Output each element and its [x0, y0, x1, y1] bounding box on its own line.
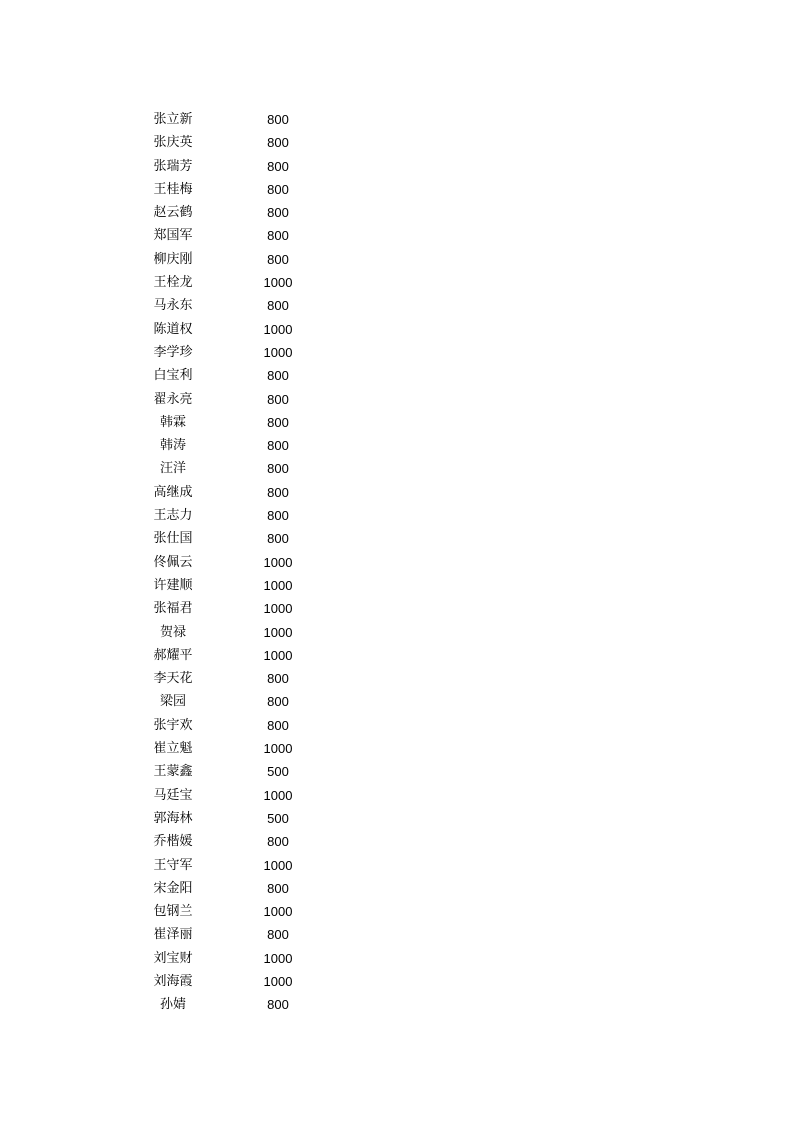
list-row [0, 644, 793, 667]
amount-value: 800 [267, 508, 289, 524]
person-name: 许建顺 [153, 577, 193, 593]
amount-value: 800 [267, 438, 289, 454]
amount-value: 800 [267, 927, 289, 943]
list-row [0, 224, 793, 247]
name-amount-list [0, 108, 793, 1017]
person-name: 郭海林 [153, 810, 193, 826]
person-name: 韩涛 [159, 438, 186, 454]
list-row [0, 690, 793, 713]
list-row [0, 947, 793, 970]
list-row [0, 411, 793, 434]
person-name: 孙婧 [159, 997, 186, 1013]
person-name: 宋金阳 [153, 880, 193, 896]
amount-value: 800 [267, 251, 289, 267]
list-row [0, 784, 793, 807]
list-row [0, 155, 793, 178]
amount-value: 500 [267, 764, 289, 780]
amount-value: 800 [267, 717, 289, 733]
person-name: 高继成 [153, 484, 193, 500]
amount-value: 1000 [263, 344, 293, 360]
person-name: 刘海霞 [153, 973, 193, 989]
person-name: 王志力 [153, 508, 193, 524]
list-row [0, 900, 793, 923]
list-row [0, 621, 793, 644]
person-name: 王桂梅 [153, 181, 193, 197]
amount-value: 800 [267, 834, 289, 850]
amount-value: 1000 [263, 577, 293, 593]
person-name: 张立新 [153, 112, 193, 127]
list-row [0, 830, 793, 853]
person-name: 张仕国 [153, 531, 193, 547]
person-name: 乔楷媛 [153, 834, 193, 850]
person-name: 张庆英 [153, 135, 193, 151]
amount-value: 1000 [263, 973, 293, 989]
list-row [0, 364, 793, 387]
list-row [0, 341, 793, 364]
person-name: 佟佩云 [153, 554, 193, 570]
person-name: 崔立魁 [153, 741, 193, 757]
amount-value: 1000 [263, 647, 293, 663]
amount-value: 800 [267, 484, 289, 500]
person-name: 李学珍 [153, 344, 193, 360]
person-name: 王蒙鑫 [153, 764, 193, 780]
amount-value: 800 [267, 158, 289, 174]
person-name: 郝耀平 [153, 647, 193, 663]
person-name: 陈道权 [153, 321, 193, 337]
amount-value: 800 [267, 461, 289, 477]
list-row [0, 597, 793, 620]
person-name: 崔泽丽 [153, 927, 193, 943]
person-name: 张宇欢 [153, 717, 193, 733]
amount-value: 1000 [263, 950, 293, 966]
amount-value: 800 [267, 414, 289, 430]
list-row [0, 854, 793, 877]
list-row [0, 807, 793, 830]
list-row [0, 527, 793, 550]
amount-value: 800 [267, 880, 289, 896]
list-row [0, 667, 793, 690]
person-name: 翟永亮 [153, 391, 193, 407]
amount-value: 500 [267, 810, 289, 826]
amount-value: 800 [267, 298, 289, 314]
list-row [0, 760, 793, 783]
list-row [0, 388, 793, 411]
amount-value: 800 [267, 112, 289, 127]
amount-value: 800 [267, 531, 289, 547]
person-name: 王栓龙 [153, 275, 193, 291]
person-name: 王守军 [153, 857, 193, 873]
amount-value: 800 [267, 671, 289, 687]
amount-value: 800 [267, 135, 289, 151]
amount-value: 1000 [263, 601, 293, 617]
list-row [0, 271, 793, 294]
list-row [0, 248, 793, 271]
list-row [0, 923, 793, 946]
amount-value: 1000 [263, 321, 293, 337]
person-name: 包钢兰 [153, 904, 193, 920]
person-name: 赵云鹤 [153, 205, 193, 221]
person-name: 韩霖 [159, 414, 186, 430]
amount-value: 800 [267, 228, 289, 244]
amount-value: 1000 [263, 904, 293, 920]
list-row [0, 457, 793, 480]
list-row [0, 178, 793, 201]
list-row [0, 574, 793, 597]
person-name: 白宝利 [153, 368, 193, 384]
amount-value: 800 [267, 368, 289, 384]
amount-value: 800 [267, 205, 289, 221]
person-name: 梁园 [159, 694, 186, 710]
amount-value: 800 [267, 997, 289, 1013]
person-name: 马永东 [153, 298, 193, 314]
amount-value: 1000 [263, 857, 293, 873]
amount-value: 800 [267, 391, 289, 407]
amount-value: 1000 [263, 624, 293, 640]
list-row [0, 481, 793, 504]
person-name: 贺禄 [159, 624, 186, 640]
list-row [0, 434, 793, 457]
amount-value: 1000 [263, 741, 293, 757]
list-row [0, 877, 793, 900]
amount-value: 800 [267, 181, 289, 197]
person-name: 汪洋 [159, 461, 186, 477]
list-row [0, 294, 793, 317]
list-row [0, 201, 793, 224]
amount-value: 1000 [263, 554, 293, 570]
list-row [0, 318, 793, 341]
person-name: 李天花 [153, 671, 193, 687]
person-name: 柳庆刚 [153, 251, 193, 267]
amount-value: 800 [267, 694, 289, 710]
list-row [0, 131, 793, 154]
person-name: 张瑞芳 [153, 158, 193, 174]
person-name: 张福君 [153, 601, 193, 617]
list-row [0, 970, 793, 993]
list-row [0, 108, 793, 131]
list-row [0, 504, 793, 527]
person-name: 刘宝财 [153, 950, 193, 966]
list-row [0, 993, 793, 1016]
person-name: 郑国军 [153, 228, 193, 244]
amount-value: 1000 [263, 787, 293, 803]
list-row [0, 714, 793, 737]
amount-value: 1000 [263, 275, 293, 291]
list-row [0, 551, 793, 574]
list-row [0, 737, 793, 760]
person-name: 马廷宝 [153, 787, 193, 803]
